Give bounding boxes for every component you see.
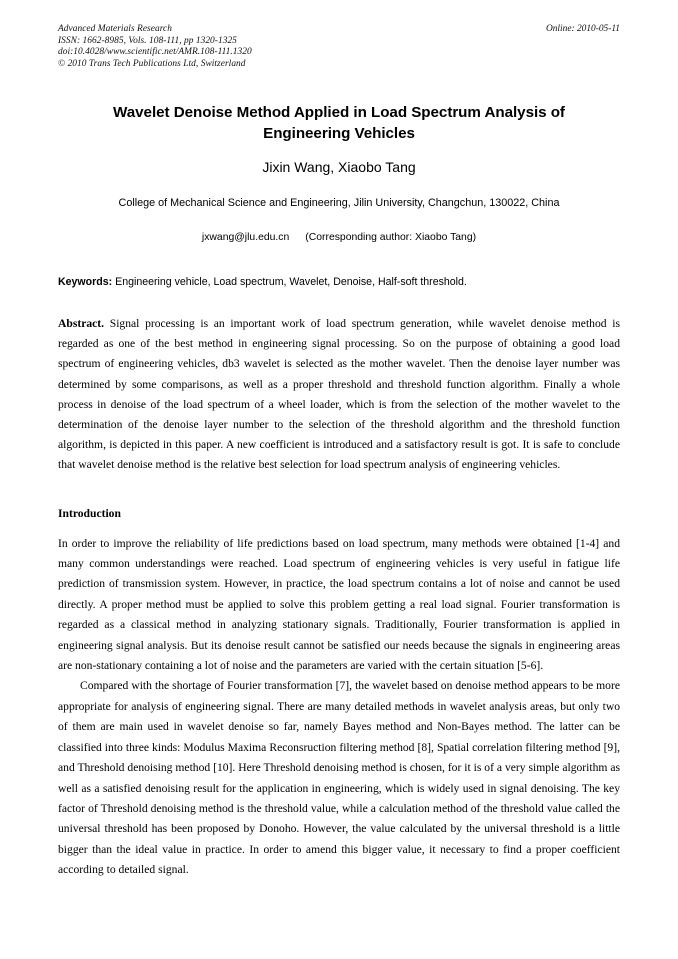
section-heading-introduction: Introduction — [58, 506, 121, 520]
page-title: Wavelet Denoise Method Applied in Load Spectrum Analysis of Engineering Vehicles — [113, 104, 565, 142]
journal-issn-line: ISSN: 1662-8985, Vols. 108-111, pp 1320-1325 — [58, 35, 237, 46]
journal-doi-line: doi:10.4028/www.scientific.net/AMR.108-111.1320 — [58, 47, 252, 58]
journal-header — [58, 0, 620, 80]
online-date: Online: 2010-05-11 — [545, 24, 620, 34]
author-list: Jixin Wang, Xiaobo Tang — [262, 159, 416, 175]
keywords-line — [58, 275, 620, 290]
corresponding-author-note: (Corresponding author: Xiaobo Tang) — [305, 232, 477, 243]
keywords-text: Engineering vehicle, Load spectrum, Wavelet, Denoise, Half-soft threshold. — [115, 276, 467, 288]
page-content — [58, 0, 620, 881]
abstract-paragraph — [58, 314, 620, 476]
contact-line — [58, 230, 620, 245]
introduction-paragraph-2: Compared with the shortage of Fourier transformation [7], the wavelet based on denoise method appears to be more appropriate for analysis of engineering signal. There are many detailed methods in wavelet analysis areas, but only two of them are main used in wavelet denoise so far, namely Bayes method and Non-Bayes method. The latter can be classified into three kinds: Modulus Maxima Reconsruction filtering method [8], Spatial correlation filtering method [9], and Threshold denoising method [10]. Here Threshold denoising method is chosen, for it is of a very simple algorithm as well as a satisfied denoising result for the application in engineering, which is widely used in signal denoising. The key factor of Threshold denoising method is the threshold value, while a calculation method of the threshold value called the universal threshold has been proposed by Donoho. However, the value calculated by the universal threshold is a little bigger than the ideal value in practice. In order to amend this bigger value, it necessary to find a proper coefficient according to detailed signal. — [58, 679, 620, 877]
journal-copyright-line: © 2010 Trans Tech Publications Ltd, Switzerland — [58, 58, 246, 69]
abstract-label: Abstract. — [58, 317, 105, 330]
keywords-label: Keywords: — [58, 276, 113, 288]
journal-header-left — [58, 24, 620, 70]
abstract-text: Signal processing is an important work of load spectrum generation, while wavelet denoise method is regarded as one of the best method in engineering signal processing. So on the purpose of obtaining a good load spectrum of engineering vehicles, db3 wavelet is selected as the mother wavelet. Then the denoise layer number was determined by some comparisons, as well as a proper threshold and threshold function algorithm. Finally a whole process in denoise of the load spectrum of a wheel loader, which is from the selection of the mother wavelet to the determination of the denoise layer number to the selection of the threshold algorithm and the threshold function algorithm, is depicted in this paper. A new coefficient is introduced and a satisfactory result is got. It is safe to conclude that wavelet denoise method is the relative best selection for load spectrum analysis of engineering vehicles. — [58, 317, 620, 472]
affiliation: College of Mechanical Science and Engineering, Jilin University, Changchun, 130022, China — [118, 197, 560, 209]
journal-name: Advanced Materials Research — [58, 24, 172, 34]
introduction-paragraph-1: In order to improve the reliability of life predictions based on load spectrum, many methods were obtained [1-4] and many common understandings were reached. Load spectrum of engineering vehicles is very useful in fatigue life prediction of transmission system. However, in practice, the load spectrum contains a lot of noise and cannot be used directly. A proper method must be applied to solve this problem getting a real load signal. Fourier transformation is regarded as a classical method in analyzing stationary signals. Traditionally, Fourier transformation is applied in engineering signal analysis. But its denoise result cannot be satisfied our needs because the signals in engineering areas are non-stationary containing a lot of noise and the parameters are varied with the certain situation [5-6]. — [58, 536, 620, 673]
author-email[interactable]: jxwang@jlu.edu.cn — [201, 232, 290, 243]
